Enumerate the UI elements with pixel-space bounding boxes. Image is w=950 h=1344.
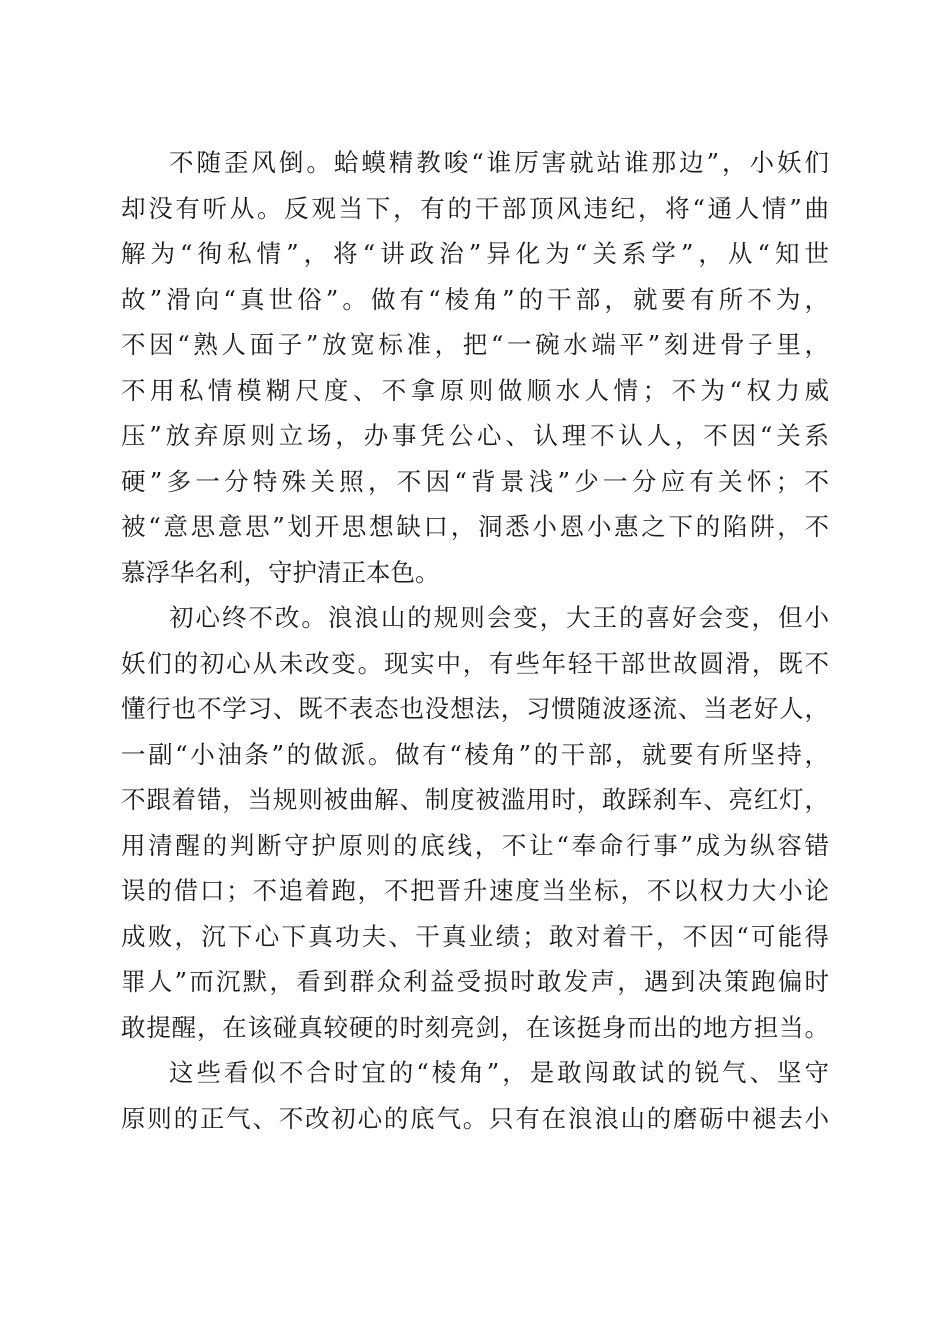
text-line: 硬”多一分特殊关照，不因“背景浅”少一分应有关怀；不 — [121, 466, 829, 496]
paragraph-3 — [121, 1050, 829, 1141]
text-line: 不因“熟人面子”放宽标准，把“一碗水端平”刻进骨子里， — [121, 330, 829, 359]
text-line: 不随歪风倒。蛤蟆精教唆“谁厉害就站谁那边”，小妖们 — [169, 148, 829, 177]
text-line: 原则的正气、不改初心的底气。只有在浪浪山的磨砺中褪去小 — [121, 1103, 829, 1133]
text-line: 用清醒的判断守护原则的底线，不让“奉命行事”成为纵容错 — [121, 830, 829, 860]
body-text — [121, 140, 829, 1141]
paragraph-2 — [121, 595, 829, 1050]
text-line: 这些看似不合时宜的“棱角”，是敢闯敢试的锐气、坚守 — [169, 1058, 829, 1087]
text-line: 却没有听从。反观当下，有的干部顶风违纪，将“通人情”曲 — [121, 193, 829, 223]
text-line: 敢提醒，在该碰真较硬的时刻亮剑，在该挺身而出的地方担当。 — [121, 1012, 829, 1042]
text-line: 妖们的初心从未改变。现实中，有些年轻干部世故圆滑，既不 — [121, 648, 829, 678]
text-line: 慕浮华名利，守护清正本色。 — [121, 557, 440, 587]
text-line: 误的借口；不追着跑，不把晋升速度当坐标，不以权力大小论 — [121, 876, 829, 905]
text-line: 故”滑向“真世俗”。做有“棱角”的干部，就要有所不为， — [121, 284, 829, 314]
text-line: 被“意思意思”划开思想缺口，洞悉小恩小惠之下的陷阱，不 — [121, 512, 829, 541]
text-line: 不用私情模糊尺度、不拿原则做顺水人情；不为“权力威 — [121, 375, 829, 405]
text-line: 成败，沉下心下真功夫、干真业绩；敢对着干，不因“可能得 — [121, 921, 829, 951]
paragraph-1 — [121, 140, 829, 595]
text-line: 压”放弃原则立场，办事凭公心、认理不认人，不因“关系 — [121, 421, 829, 450]
text-line: 初心终不改。浪浪山的规则会变，大王的喜好会变，但小 — [169, 603, 829, 632]
text-line: 一副“小油条”的做派。做有“棱角”的干部，就要有所坚持， — [121, 739, 829, 769]
text-line: 不跟着错，当规则被曲解、制度被滥用时，敢踩刹车、亮红灯， — [121, 785, 829, 814]
text-line: 懂行也不学习、既不表态也没想法，习惯随波逐流、当老好人， — [121, 694, 829, 723]
text-line: 解为“徇私情”，将“讲政治”异化为“关系学”，从“知世 — [121, 239, 829, 268]
text-line: 罪人”而沉默，看到群众利益受损时敢发声，遇到决策跑偏时 — [121, 967, 829, 996]
